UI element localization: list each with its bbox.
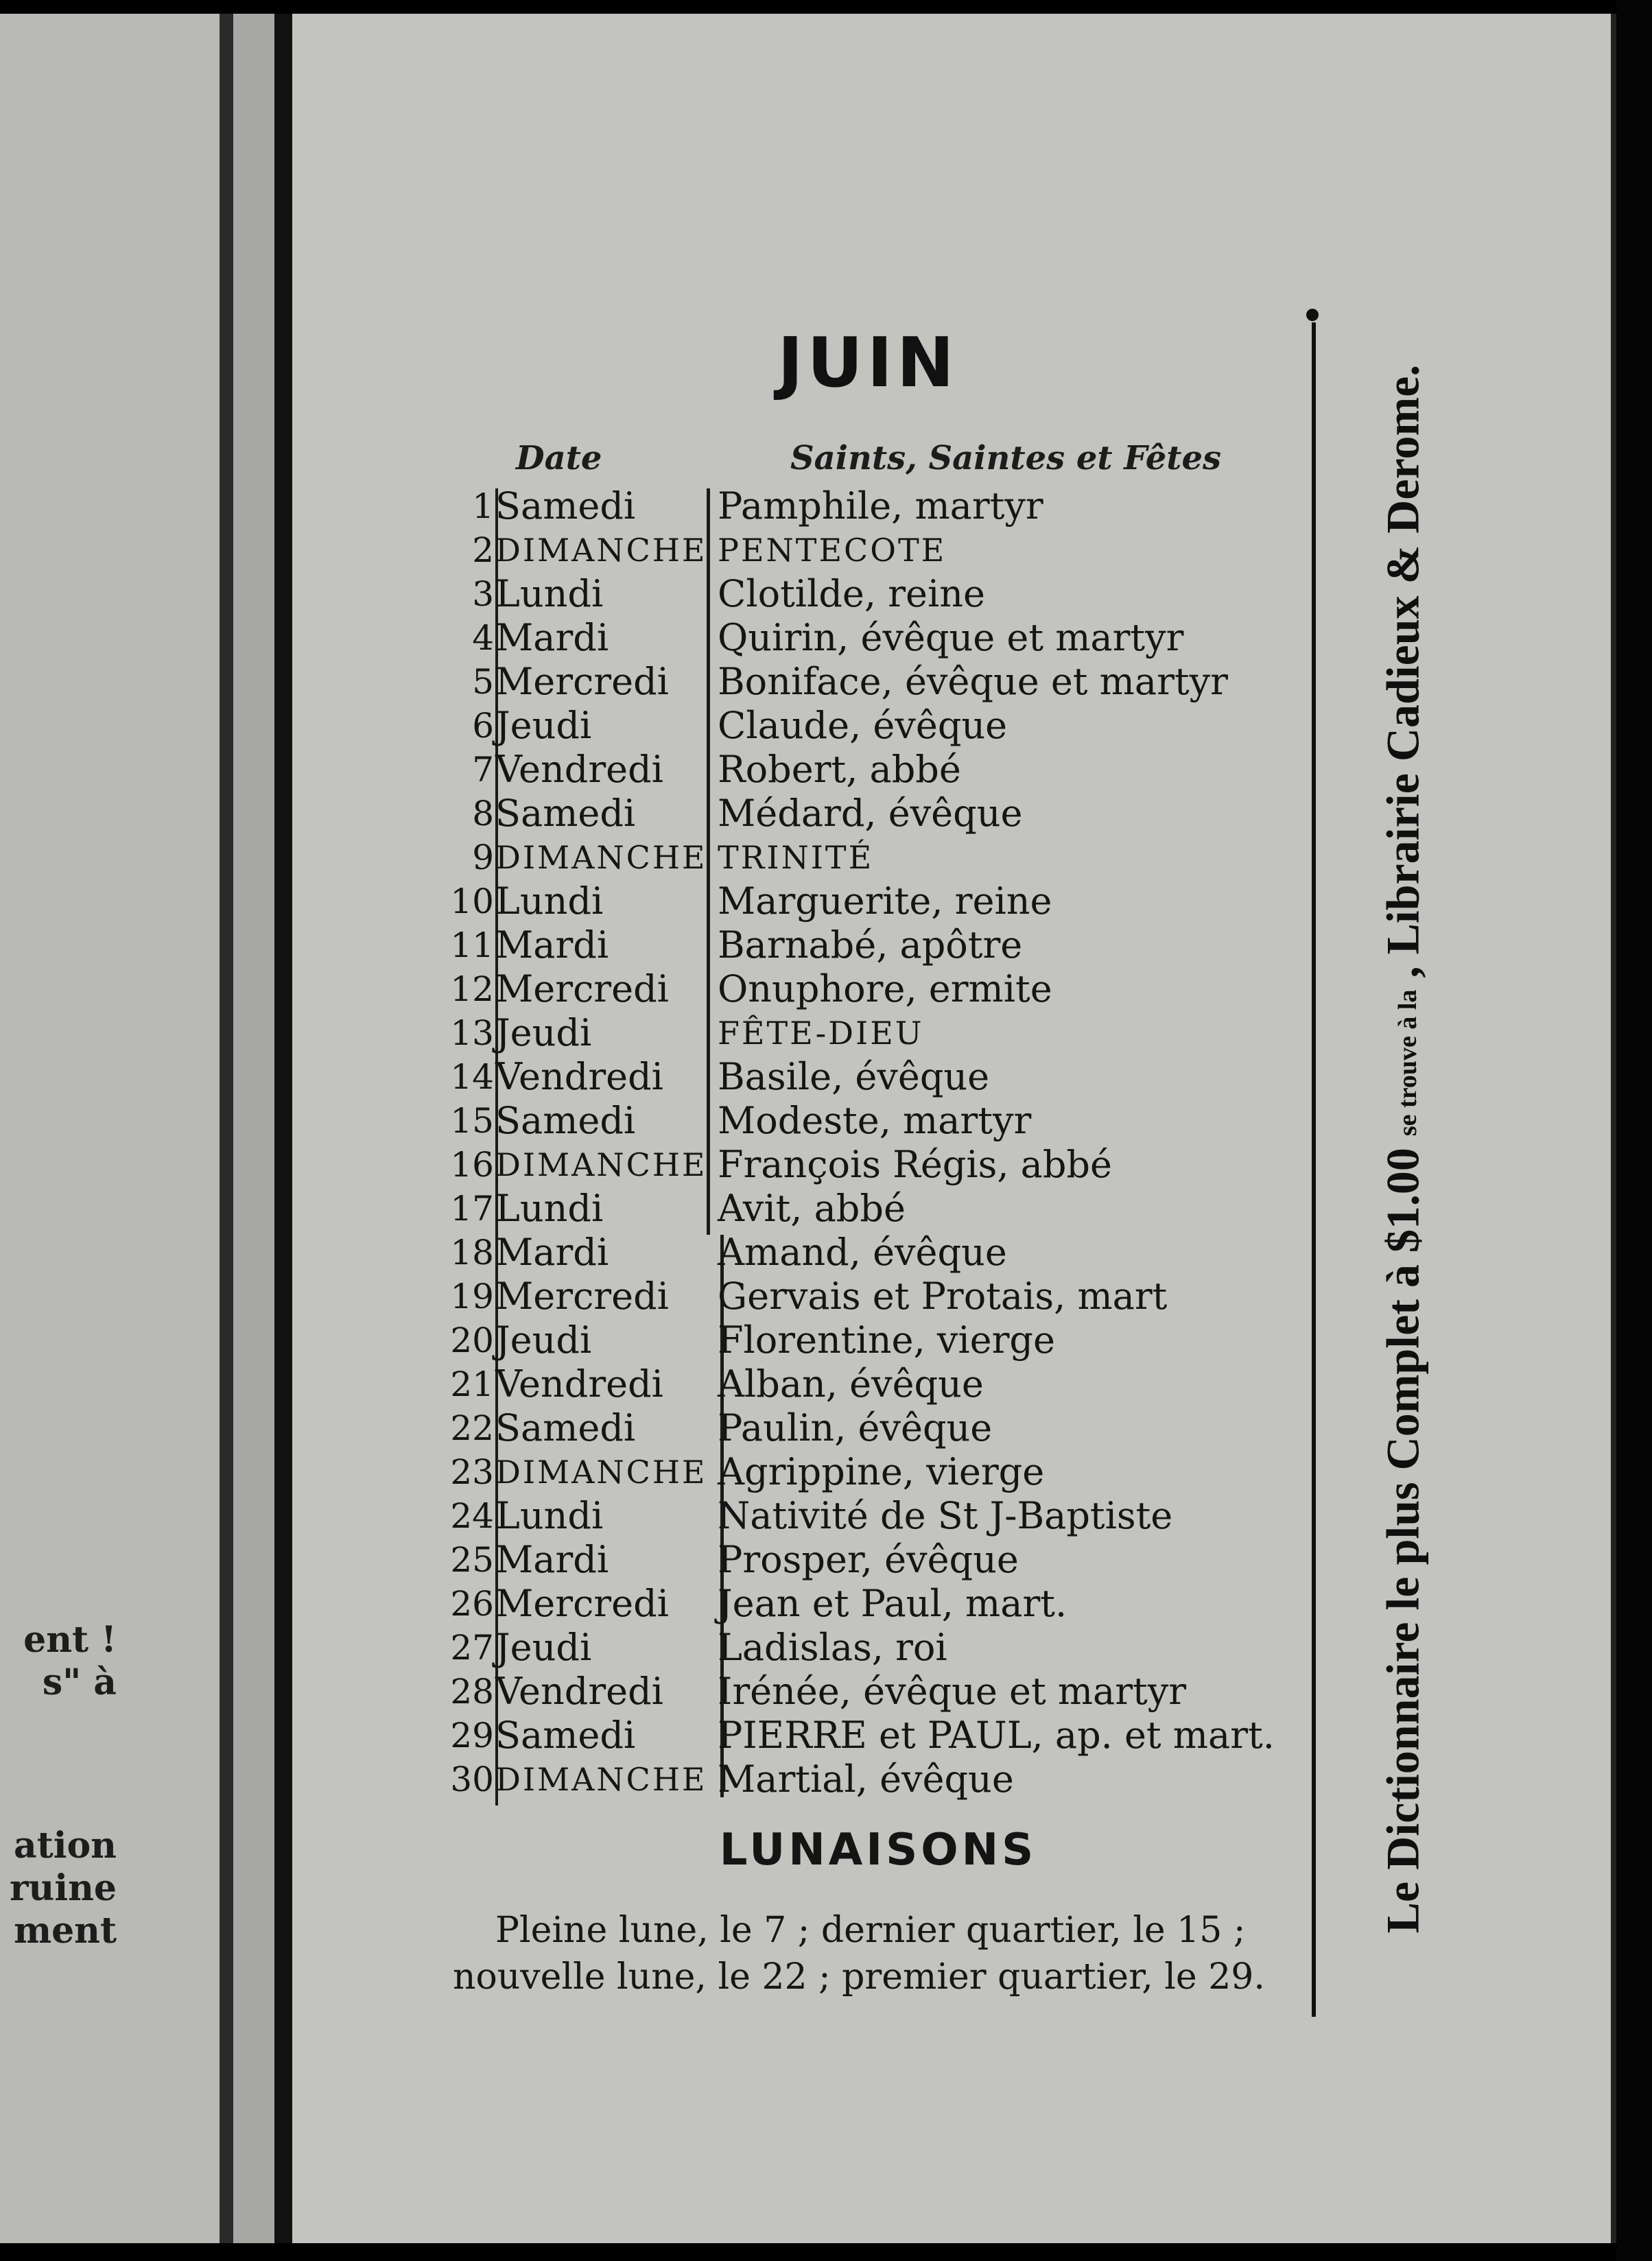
day-number: 15 (450, 1101, 494, 1141)
day-number: 19 (450, 1277, 494, 1316)
calendar-row (439, 1055, 1331, 1099)
saint-name: Avit, abbé (718, 1187, 906, 1230)
weekday-name: Vendredi (495, 1362, 663, 1406)
calendar-row (439, 1494, 1331, 1538)
day-number: 27 (450, 1628, 494, 1668)
calendar-row (439, 704, 1331, 748)
calendar-row (439, 967, 1331, 1011)
day-number: 20 (450, 1321, 494, 1360)
spine-line (274, 14, 292, 2243)
left-fragment-1: ent ! (23, 1619, 117, 1661)
day-number: 29 (450, 1716, 494, 1755)
ad-part-1: Le Dictionnaire le plus Complet à $1.00 (1376, 1148, 1429, 1934)
calendar-row (439, 1538, 1331, 1582)
advertisement-vertical (1376, 365, 1430, 1934)
saint-name: Pamphile, martyr (718, 484, 1043, 528)
saint-name: Robert, abbé (718, 748, 961, 791)
saint-name: TRINITÉ (718, 839, 874, 876)
day-number: 22 (450, 1408, 494, 1448)
saint-name: Irénée, évêque et martyr (718, 1670, 1187, 1713)
day-number: 11 (450, 925, 494, 965)
weekday-name: Jeudi (495, 1626, 592, 1669)
day-number: 3 (472, 574, 494, 614)
weekday-name: Mardi (495, 923, 609, 967)
saint-name: Amand, évêque (718, 1231, 1007, 1274)
weekday-name: Lundi (495, 879, 604, 923)
calendar-row (439, 572, 1331, 616)
calendar-row (439, 836, 1331, 879)
saint-name: Claude, évêque (718, 704, 1008, 747)
saint-name: Gervais et Protais, mart (718, 1275, 1168, 1318)
weekday-name: Vendredi (495, 1055, 663, 1098)
lunaisons-line-1: Pleine lune, le 7 ; dernier quartier, le 15 ; (495, 1910, 1246, 1951)
weekday-name: Mercredi (495, 1582, 669, 1625)
calendar-row (439, 923, 1331, 967)
saint-name: Agrippine, vierge (718, 1450, 1045, 1493)
calendar-row (439, 1143, 1331, 1187)
saint-name: Onuphore, ermite (718, 967, 1052, 1010)
left-fragment-5: ment (14, 1910, 117, 1952)
spine-strip (233, 14, 274, 2243)
weekday-name: Jeudi (495, 1011, 592, 1054)
day-number: 16 (450, 1145, 494, 1185)
weekday-name: Mercredi (495, 967, 669, 1010)
weekday-name: Mercredi (495, 1275, 669, 1318)
calendar-row (439, 1406, 1331, 1450)
saint-name: Ladislas, roi (718, 1626, 947, 1669)
saint-name: Florentine, vierge (718, 1318, 1055, 1362)
weekday-name: DIMANCHE (495, 1761, 707, 1798)
day-number: 25 (450, 1540, 494, 1580)
right-rule (1611, 14, 1616, 2243)
calendar-row (439, 660, 1331, 704)
weekday-name: DIMANCHE (495, 532, 707, 569)
day-number: 2 (472, 530, 494, 570)
saint-name: Barnabé, apôtre (718, 923, 1023, 967)
weekday-name: Jeudi (495, 1318, 592, 1362)
left-fragment-3: ation (14, 1825, 117, 1867)
calendar-row (439, 879, 1331, 923)
saints-column-header: Saints, Saintes et Fêtes (790, 439, 1222, 477)
weekday-name: Mardi (495, 1231, 609, 1274)
day-number: 12 (450, 969, 494, 1009)
saint-name: Nativité de St J-Baptiste (718, 1494, 1173, 1537)
calendar-row (439, 1670, 1331, 1714)
day-number: 6 (472, 706, 494, 746)
calendar-row (439, 1318, 1331, 1362)
weekday-name: Mercredi (495, 660, 669, 703)
day-number: 8 (472, 794, 494, 833)
saint-name: Jean et Paul, mart. (718, 1582, 1067, 1625)
calendar-row (439, 1011, 1331, 1055)
weekday-name: Vendredi (495, 748, 663, 791)
day-number: 18 (450, 1233, 494, 1272)
weekday-name: Mardi (495, 1538, 609, 1581)
calendar-row (439, 1757, 1331, 1801)
day-number: 4 (472, 618, 494, 658)
saint-name: Clotilde, reine (718, 572, 985, 615)
day-number: 21 (450, 1364, 494, 1404)
weekday-name: Samedi (495, 1099, 636, 1142)
ad-part-2: se trouve à la (1393, 989, 1422, 1137)
weekday-name: Vendredi (495, 1670, 663, 1713)
calendar-row (439, 1362, 1331, 1406)
day-number: 30 (450, 1760, 494, 1799)
day-number: 9 (472, 838, 494, 877)
saint-name: Quirin, évêque et martyr (718, 616, 1184, 659)
calendar-table (439, 484, 1331, 1801)
weekday-name: Jeudi (495, 704, 592, 747)
calendar-row (439, 616, 1331, 660)
date-column-header: Date (516, 439, 602, 477)
calendar-row (439, 1714, 1331, 1757)
weekday-name: Samedi (495, 792, 636, 835)
calendar-row (439, 1231, 1331, 1275)
saint-name: Médard, évêque (718, 792, 1023, 835)
left-page (0, 14, 220, 2243)
calendar-row (439, 748, 1331, 792)
saint-name: Modeste, martyr (718, 1099, 1032, 1142)
calendar-row (439, 1275, 1331, 1318)
weekday-name: Lundi (495, 1187, 604, 1230)
day-number: 10 (450, 881, 494, 921)
ad-rule (1312, 322, 1316, 2017)
weekday-name: Samedi (495, 1406, 636, 1449)
weekday-name: Lundi (495, 572, 604, 615)
weekday-name: DIMANCHE (495, 839, 707, 876)
day-number: 17 (450, 1189, 494, 1229)
month-title: JUIN (777, 322, 958, 403)
day-number: 7 (472, 750, 494, 790)
calendar-row (439, 528, 1331, 572)
calendar-row (439, 1582, 1331, 1626)
calendar-row (439, 1187, 1331, 1231)
saint-name: Paulin, évêque (718, 1406, 993, 1449)
calendar-row (439, 1626, 1331, 1670)
day-number: 23 (450, 1452, 494, 1492)
day-number: 14 (450, 1057, 494, 1097)
weekday-name: Mardi (495, 616, 609, 659)
lunaisons-title: LUNAISONS (719, 1825, 1037, 1875)
page-gutter (220, 14, 233, 2243)
weekday-name: DIMANCHE (495, 1454, 707, 1491)
ad-rule-dot (1306, 309, 1319, 321)
left-fragment-2: s" à (42, 1661, 117, 1703)
calendar-row (439, 1450, 1331, 1494)
right-edge (1616, 0, 1652, 2261)
saint-name: Alban, évêque (718, 1362, 984, 1406)
weekday-name: Samedi (495, 1714, 636, 1757)
day-number: 28 (450, 1672, 494, 1712)
saint-name: Boniface, évêque et martyr (718, 660, 1228, 703)
day-number: 26 (450, 1584, 494, 1624)
saint-name: Marguerite, reine (718, 879, 1052, 923)
weekday-name: Samedi (495, 484, 636, 528)
day-number: 13 (450, 1013, 494, 1053)
calendar-row (439, 1099, 1331, 1143)
saint-name: Martial, évêque (718, 1757, 1014, 1801)
calendar-row (439, 792, 1331, 836)
saint-name: PENTECOTE (718, 532, 947, 569)
saint-name: Basile, évêque (718, 1055, 990, 1098)
ad-part-3: , Librairie Cadieux & Derome. (1376, 364, 1429, 978)
saint-name: François Régis, abbé (718, 1143, 1112, 1186)
lunaisons-line-2: nouvelle lune, le 22 ; premier quartier, le 29. (453, 1956, 1265, 1998)
saint-name: PIERRE et PAUL, ap. et mart. (718, 1714, 1275, 1757)
weekday-name: Lundi (495, 1494, 604, 1537)
day-number: 24 (450, 1496, 494, 1536)
left-fragment-4: ruine (10, 1867, 117, 1909)
day-number: 1 (472, 486, 494, 526)
saint-name: Prosper, évêque (718, 1538, 1019, 1581)
day-number: 5 (472, 662, 494, 702)
saint-name: FÊTE-DIEU (718, 1015, 924, 1052)
calendar-row (439, 484, 1331, 528)
weekday-name: DIMANCHE (495, 1146, 707, 1183)
